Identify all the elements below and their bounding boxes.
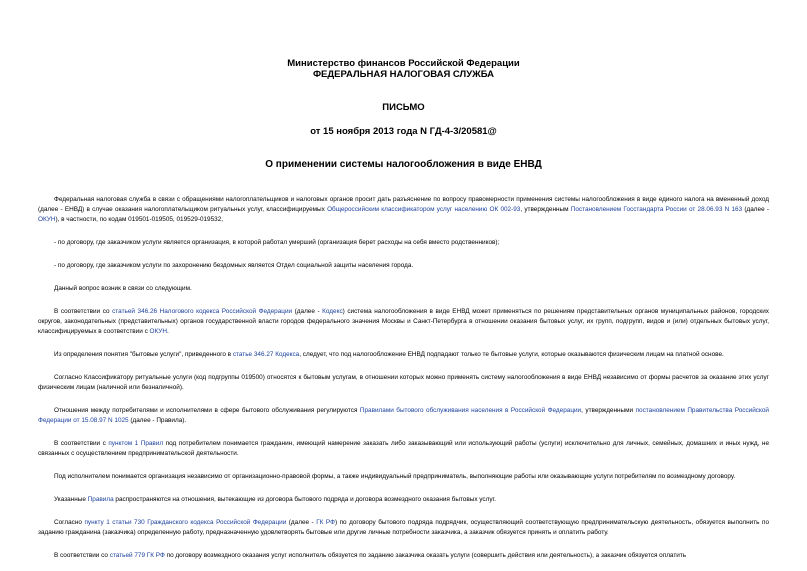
paragraph-3: - по договору, где заказчиком услуги по захоронению бездомных является Отдел социальной защиты населения города.: [54, 262, 414, 269]
paragraph-4: Данный вопрос возник в связи со следующим.: [54, 285, 192, 292]
text-run: ) по договору бытового подряда подрядчик, осуществляющий соответствующую предпринимательскую деятельность, обязуется выполнить по заданию гражданина (заказчика) определенную работу, предназначенную удовлетворять бытовые или другие личные потребности заказчика, а заказчик обязуется принять и оплатить работу.: [38, 519, 769, 536]
text-run: В соответствии с: [54, 440, 109, 447]
text-run: (далее - Правила).: [128, 417, 187, 424]
paragraph-9: [38, 439, 769, 459]
service-name: ФЕДЕРАЛЬНАЯ НАЛОГОВАЯ СЛУЖБА: [312, 69, 495, 80]
link-article-346-26[interactable]: статьей 346.26 Налогового кодекса Российской Федерации: [112, 308, 293, 315]
link-gk-rf[interactable]: ГК РФ: [316, 519, 335, 526]
paragraph-10: Под исполнителем понимается организация независимо от организационно-правовой формы, а также индивидуальный предприниматель, выполняющие работы или оказывающие услуги потребителям по возмездному договору.: [54, 473, 736, 480]
text-run: распространяются на отношения, вытекающие из договора бытового подряда и договора возмездного оказания бытовых услуг.: [113, 496, 496, 503]
link-civil-code-779[interactable]: статьей 779 ГК РФ: [109, 552, 165, 559]
text-run: под потребителем понимается гражданин, имеющий намерение заказать либо заказывающий или использующий работы (услуги) исключительно для личных, семейных, домашних и иных нужд, не связанных с осуществлением предпринимательской деятельности.: [38, 440, 769, 457]
text-run: (далее -: [286, 519, 317, 526]
document-subject: О применении системы налогообложения в виде ЕНВД: [265, 159, 542, 170]
paragraph-1: [38, 195, 769, 225]
link-rules[interactable]: Правила: [87, 496, 114, 503]
document-type: ПИСЬМО: [382, 102, 425, 113]
text-run: (далее -: [292, 308, 323, 315]
text-run: Федеральная налоговая служба в связи с обращениями налогоплательщиков и налоговых органов просит дать разъяснение по вопросу правомерности применения системы налогообложения в виде единого налога на вмененный доход (далее - ЕНВД) в случае оказания налогоплательщиком ритуальных услуг, классифицируемых: [38, 196, 769, 213]
text-run: .: [167, 328, 169, 335]
link-government-resolution[interactable]: постановлением Правительства Российской Федерации от 15.08.97 N 1025: [38, 407, 769, 424]
text-run: ) система налогообложения в виде ЕНВД может применяться по решениям представительных органов муниципальных районов, городских округов, законодательных (представительных) органов государственной власти городов федерального значения Москвы и Санкт-Петербурга в отношении оказания бытовых услуг, их групп, подгрупп, видов и (или) отдельных бытовых услуг, классифицируемых в соответствии с: [38, 308, 769, 335]
text-run: , утвержденными: [581, 407, 636, 414]
text-run: Согласно: [54, 519, 85, 526]
text-run: (далее -: [742, 206, 769, 213]
text-run: ), в частности, по кодам 019501-019505, 019529-019532,: [55, 216, 224, 223]
document-date-number: от 15 ноября 2013 года N ГД-4-3/20581@: [310, 126, 497, 137]
link-service-rules[interactable]: Правилами бытового обслуживания населения в Российской Федерации: [359, 407, 582, 414]
text-run: , утвержденным: [520, 206, 571, 213]
link-rules-item-1[interactable]: пунктом 1 Правил: [108, 440, 164, 447]
text-run: В соответствии со: [54, 308, 113, 315]
document-body: [38, 195, 769, 561]
link-gosstandart-resolution[interactable]: Постановлением Госстандарта России от 28.06.93 N 163: [570, 206, 743, 213]
link-civil-code-730[interactable]: пункту 1 статьи 730 Гражданского кодекса Российской Федерации: [84, 519, 287, 526]
link-kodeks[interactable]: Кодекс: [322, 308, 343, 315]
link-article-346-27[interactable]: статье 346.27 Кодекса: [232, 351, 300, 358]
ministry-name: Министерство финансов Российской Федерации: [287, 58, 520, 69]
text-run: по договору возмездного оказания услуг исполнитель обязуется по заданию заказчика оказать услуги (совершить действия или деятельность), а заказчик обязуется оплатить: [164, 552, 687, 559]
paragraph-13: [38, 551, 769, 561]
paragraph-7: Согласно Классификатору ритуальные услуги (код подгруппы 019500) относятся к бытовым услугам, в отношении которых можно применять систему налогообложения в виде ЕНВД независимо от формы расчетов за оказание этих услуг физическим лицам (наличной или безналичной).: [38, 374, 769, 391]
paragraph-5: [38, 307, 769, 337]
paragraph-6: [38, 350, 769, 360]
link-okun-classifier[interactable]: Общероссийским классификатором услуг населению ОК 002-93: [327, 206, 521, 213]
link-okun[interactable]: ОКУН: [149, 328, 167, 335]
text-run: Отношения между потребителями и исполнителями в сфере бытового обслуживания регулируются: [54, 407, 360, 414]
paragraph-8: [38, 406, 769, 426]
paragraph-2: - по договору, где заказчиком услуги является организация, в которой работал умерший (организация берет расходы на себя вместо родственников);: [54, 239, 500, 246]
text-run: В соответствии со: [54, 552, 110, 559]
text-run: Указанные: [54, 496, 88, 503]
text-run: Из определения понятия "бытовые услуги", приведенного в: [54, 351, 233, 358]
paragraph-12: [38, 518, 769, 538]
paragraph-11: [38, 495, 769, 505]
link-okun[interactable]: ОКУН: [38, 216, 56, 223]
text-run: , следует, что под налогообложение ЕНВД подпадают только те бытовые услуги, которые оказываются физическим лицам на платной основе.: [299, 351, 724, 358]
